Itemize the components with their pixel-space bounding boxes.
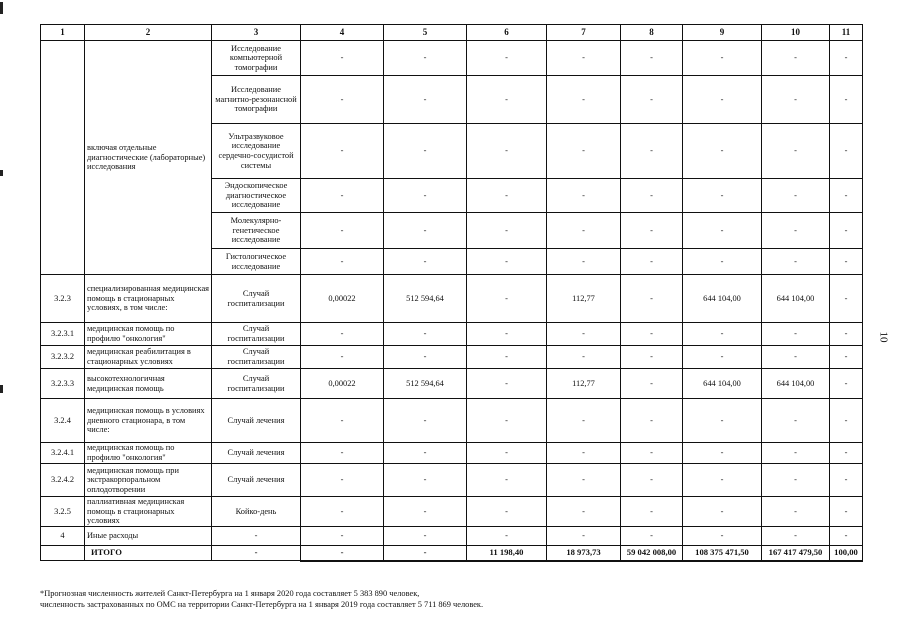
row-unit: Койко-день xyxy=(212,497,301,527)
column-header: 2 xyxy=(85,25,212,41)
row-value: - xyxy=(621,41,683,76)
row-unit: Случай лечения xyxy=(212,443,301,464)
row-value: - xyxy=(301,323,384,346)
row-value: - xyxy=(830,41,863,76)
row-name: высокотехнологичная медицинская помощь xyxy=(85,369,212,399)
row-number xyxy=(41,545,85,561)
row-value: - xyxy=(621,399,683,443)
row-value: - xyxy=(621,124,683,179)
financing-table xyxy=(40,24,863,562)
row-value: - xyxy=(384,323,467,346)
column-header: 5 xyxy=(384,25,467,41)
row-value: - xyxy=(621,346,683,369)
row-value: - xyxy=(384,76,467,124)
total-value: - xyxy=(301,545,384,561)
table-body xyxy=(41,41,863,561)
row-value: - xyxy=(762,249,830,275)
row-value: - xyxy=(830,213,863,249)
row-value: - xyxy=(301,497,384,527)
total-value: 167 417 479,50 xyxy=(762,545,830,561)
column-header: 8 xyxy=(621,25,683,41)
row-name: медицинская помощь по профилю "онкология" xyxy=(85,443,212,464)
column-header: 3 xyxy=(212,25,301,41)
table-header xyxy=(41,25,863,41)
row-value: - xyxy=(301,124,384,179)
row-unit: Случай лечения xyxy=(212,399,301,443)
row-unit: Исследование компьютерной томографии xyxy=(212,41,301,76)
row-value: - xyxy=(621,443,683,464)
row-number: 3.2.4.2 xyxy=(41,464,85,497)
row-value: - xyxy=(384,179,467,213)
row-value: - xyxy=(467,346,547,369)
row-value: - xyxy=(547,41,621,76)
row-value: - xyxy=(467,179,547,213)
row-value: - xyxy=(547,249,621,275)
total-value: - xyxy=(384,545,467,561)
table-row xyxy=(41,369,863,399)
row-value: - xyxy=(301,41,384,76)
row-value: 512 594,64 xyxy=(384,369,467,399)
row-value: - xyxy=(830,124,863,179)
row-value: - xyxy=(467,443,547,464)
column-header: 9 xyxy=(683,25,762,41)
row-value: - xyxy=(762,179,830,213)
row-value: - xyxy=(467,323,547,346)
row-value: - xyxy=(830,526,863,545)
table-row xyxy=(41,497,863,527)
row-value: - xyxy=(301,249,384,275)
table-row xyxy=(41,464,863,497)
row-value: - xyxy=(683,249,762,275)
row-value: - xyxy=(762,443,830,464)
row-value: - xyxy=(830,443,863,464)
row-value: - xyxy=(384,399,467,443)
row-name: медицинская помощь по профилю "онкология" xyxy=(85,323,212,346)
row-value: 644 104,00 xyxy=(762,275,830,323)
row-value: - xyxy=(621,526,683,545)
column-header: 1 xyxy=(41,25,85,41)
row-value: - xyxy=(683,399,762,443)
row-value: - xyxy=(683,124,762,179)
row-value: - xyxy=(467,497,547,527)
row-value: - xyxy=(621,275,683,323)
row-value: - xyxy=(621,179,683,213)
total-value: 108 375 471,50 xyxy=(683,545,762,561)
row-number: 3.2.3.1 xyxy=(41,323,85,346)
row-value: - xyxy=(467,124,547,179)
row-unit: Случай госпитализации xyxy=(212,323,301,346)
row-value: - xyxy=(683,443,762,464)
row-value: - xyxy=(762,124,830,179)
row-value: - xyxy=(621,76,683,124)
scan-edge-mark xyxy=(0,2,3,14)
row-value: 112,77 xyxy=(547,275,621,323)
row-name: паллиативная медицинская помощь в стационарных условиях xyxy=(85,497,212,527)
row-value: - xyxy=(384,464,467,497)
row-value: - xyxy=(683,76,762,124)
table-row xyxy=(41,323,863,346)
row-value: 112,77 xyxy=(547,369,621,399)
column-header: 6 xyxy=(467,25,547,41)
row-value: - xyxy=(384,346,467,369)
row-value: 644 104,00 xyxy=(762,369,830,399)
row-value: - xyxy=(683,213,762,249)
row-value: - xyxy=(467,464,547,497)
row-unit: Случай лечения xyxy=(212,464,301,497)
row-number: 4 xyxy=(41,526,85,545)
row-value: - xyxy=(830,464,863,497)
row-value: - xyxy=(547,179,621,213)
row-name: медицинская помощь в условиях дневного стационара, в том числе: xyxy=(85,399,212,443)
row-value: - xyxy=(301,179,384,213)
row-value: 0,00022 xyxy=(301,275,384,323)
row-unit: Исследование магнитно-резонансной томографии xyxy=(212,76,301,124)
column-header: 7 xyxy=(547,25,621,41)
row-value: - xyxy=(683,526,762,545)
table-row xyxy=(41,399,863,443)
row-value: - xyxy=(467,213,547,249)
row-value: - xyxy=(467,76,547,124)
footnote-insured: численность застрахованных по ОМС на территории Санкт-Петербурга на 1 января 2019 года составляет 5 711 869 человек. xyxy=(40,600,484,609)
row-value: - xyxy=(547,443,621,464)
row-value: - xyxy=(547,76,621,124)
row-value: - xyxy=(683,323,762,346)
row-unit: Гистологическое исследование xyxy=(212,249,301,275)
row-value: - xyxy=(384,124,467,179)
table-row xyxy=(41,346,863,369)
total-value: 18 973,73 xyxy=(547,545,621,561)
row-value: 512 594,64 xyxy=(384,275,467,323)
row-value: - xyxy=(621,323,683,346)
scan-edge-mark xyxy=(0,385,3,393)
row-value: - xyxy=(683,464,762,497)
row-value: - xyxy=(547,213,621,249)
row-value: - xyxy=(762,76,830,124)
row-number xyxy=(41,41,85,275)
row-value: - xyxy=(384,249,467,275)
row-value: - xyxy=(830,275,863,323)
row-value: - xyxy=(762,399,830,443)
row-value: - xyxy=(301,213,384,249)
row-value: 644 104,00 xyxy=(683,275,762,323)
row-value: - xyxy=(547,399,621,443)
row-unit: Случай госпитализации xyxy=(212,275,301,323)
row-value: - xyxy=(683,497,762,527)
row-name: медицинская реабилитация в стационарных условиях xyxy=(85,346,212,369)
row-value: - xyxy=(301,346,384,369)
row-number: 3.2.3.3 xyxy=(41,369,85,399)
column-header: 10 xyxy=(762,25,830,41)
row-value: - xyxy=(830,497,863,527)
row-value: - xyxy=(762,323,830,346)
row-value: - xyxy=(467,526,547,545)
row-value: - xyxy=(830,346,863,369)
row-value: - xyxy=(762,346,830,369)
total-value: 11 198,40 xyxy=(467,545,547,561)
row-value: - xyxy=(547,346,621,369)
table-row xyxy=(41,443,863,464)
row-unit: - xyxy=(212,545,301,561)
row-name: Иные расходы xyxy=(85,526,212,545)
header-row xyxy=(41,25,863,41)
row-value: - xyxy=(830,179,863,213)
row-value: - xyxy=(384,443,467,464)
column-header: 4 xyxy=(301,25,384,41)
row-unit: Случай госпитализации xyxy=(212,369,301,399)
row-value: - xyxy=(547,497,621,527)
row-value: - xyxy=(467,369,547,399)
row-unit: Эндоскопическое диагностическое исследование xyxy=(212,179,301,213)
row-value: - xyxy=(762,464,830,497)
row-unit: Случай госпитализации xyxy=(212,346,301,369)
row-value: - xyxy=(384,526,467,545)
total-value: 100,00 xyxy=(830,545,863,561)
table-row xyxy=(41,526,863,545)
row-value: - xyxy=(301,526,384,545)
table-row xyxy=(41,275,863,323)
scan-edge-mark xyxy=(0,170,3,176)
row-value: - xyxy=(762,497,830,527)
column-header: 11 xyxy=(830,25,863,41)
row-value: - xyxy=(467,399,547,443)
row-value: - xyxy=(621,249,683,275)
row-value: - xyxy=(467,41,547,76)
row-unit: - xyxy=(212,526,301,545)
row-number: 3.2.5 xyxy=(41,497,85,527)
row-unit: Молекулярно-генетическое исследование xyxy=(212,213,301,249)
row-number: 3.2.3.2 xyxy=(41,346,85,369)
row-value: - xyxy=(830,249,863,275)
row-value: - xyxy=(547,464,621,497)
row-value: - xyxy=(762,526,830,545)
total-value: 59 042 008,00 xyxy=(621,545,683,561)
total-label: ИТОГО xyxy=(85,545,212,561)
row-value: - xyxy=(683,41,762,76)
row-value: - xyxy=(384,497,467,527)
footnote-population: *Прогнозная численность жителей Санкт-Петербурга на 1 января 2020 года составляет 5 383 890 человек, xyxy=(40,589,420,598)
row-value: - xyxy=(547,124,621,179)
row-value: - xyxy=(830,369,863,399)
row-value: - xyxy=(301,399,384,443)
row-value: - xyxy=(621,213,683,249)
row-value: - xyxy=(547,323,621,346)
page-number: 10 xyxy=(877,331,890,343)
row-value: 0,00022 xyxy=(301,369,384,399)
row-value: - xyxy=(762,213,830,249)
row-value: - xyxy=(683,179,762,213)
row-value: 644 104,00 xyxy=(683,369,762,399)
row-value: - xyxy=(621,369,683,399)
row-number: 3.2.4 xyxy=(41,399,85,443)
row-name: включая отдельные диагностические (лабораторные) исследования xyxy=(85,41,212,275)
total-row xyxy=(41,545,863,561)
row-value: - xyxy=(830,399,863,443)
row-value: - xyxy=(384,41,467,76)
row-value: - xyxy=(683,346,762,369)
row-value: - xyxy=(621,497,683,527)
row-name: медицинская помощь при экстракорпоральном оплодотворении xyxy=(85,464,212,497)
row-value: - xyxy=(301,76,384,124)
row-unit: Ультразвуковое исследование сердечно-сосудистой системы xyxy=(212,124,301,179)
row-value: - xyxy=(830,323,863,346)
row-value: - xyxy=(762,41,830,76)
row-value: - xyxy=(467,249,547,275)
row-value: - xyxy=(384,213,467,249)
row-name: специализированная медицинская помощь в стационарных условиях, в том числе: xyxy=(85,275,212,323)
row-number: 3.2.4.1 xyxy=(41,443,85,464)
row-value: - xyxy=(301,464,384,497)
row-value: - xyxy=(621,464,683,497)
row-value: - xyxy=(547,526,621,545)
row-value: - xyxy=(830,76,863,124)
row-value: - xyxy=(301,443,384,464)
row-number: 3.2.3 xyxy=(41,275,85,323)
row-value: - xyxy=(467,275,547,323)
table-row xyxy=(41,41,863,76)
